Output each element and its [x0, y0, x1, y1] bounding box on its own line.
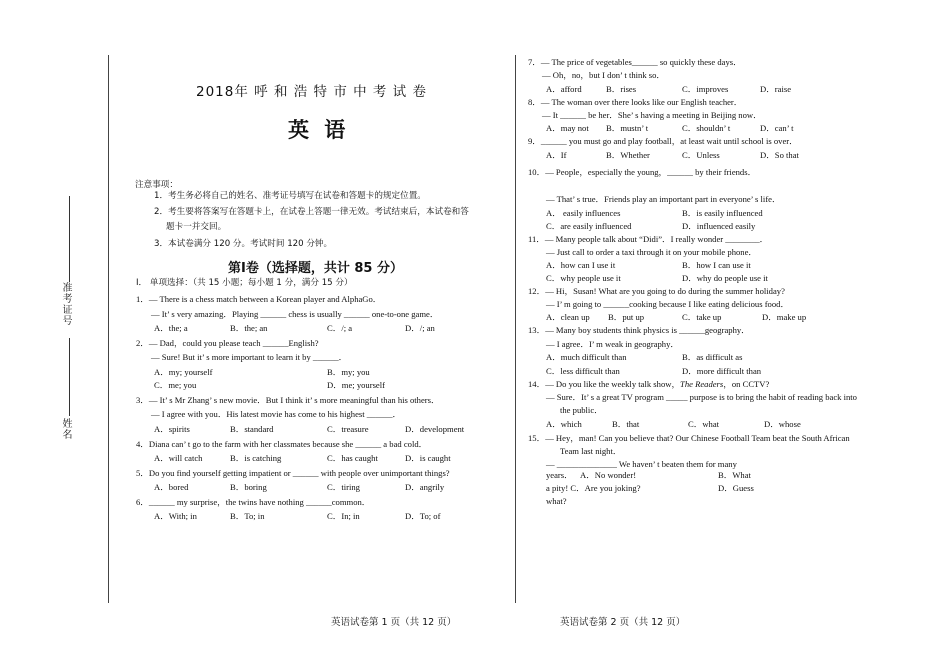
question-15-cont: Team last night． [560, 446, 622, 456]
question-4: 4．Diana can’ t go to the farm with her classmates because she ______ a bad cold． [136, 439, 428, 449]
option: B．is easily influenced [682, 208, 763, 218]
option: A．which [546, 419, 582, 429]
option: A．will catch [154, 453, 203, 463]
name-line [69, 338, 70, 416]
option: C．less difficult than [546, 366, 620, 376]
option: B．is catching [230, 453, 282, 463]
option: A．how can I use it [546, 260, 616, 270]
question-13: 13．— Many boy students think physics is ______geography． [528, 325, 750, 335]
option: D．So that [760, 150, 799, 160]
note-item: 1．考生务必将自己的姓名、准考证号填写在试卷和答题卡的规定位置。 [154, 191, 426, 201]
option: A．With; in [154, 511, 197, 521]
option: D．development [405, 424, 465, 434]
question-12-reply: — I’ m going to ______cooking because I like eating delicious food． [546, 299, 790, 309]
question-9: 9．______ you must go and play football，at least wait until school is over． [528, 136, 798, 146]
question-1: 1．— There is a chess match between a Korean player and AlphaGo． [136, 294, 382, 304]
option: B．What [718, 470, 751, 480]
option: D．influenced easily [682, 221, 756, 231]
question-2-reply: — Sure! But it’ s more important to learn it by ______． [151, 352, 348, 362]
question-3-reply: — I agree with you．His latest movie has come to his highest ______． [151, 409, 402, 419]
option: C．why people use it [546, 273, 621, 283]
option: D．can’ t [760, 123, 794, 133]
option: B．rises [606, 84, 637, 94]
question-11-reply: — Just call to order a taxi through it on your mobile phone． [546, 247, 757, 257]
option: B．put up [608, 312, 645, 322]
option: A．If [546, 150, 567, 160]
option: B．boring [230, 482, 267, 492]
option: A．bored [154, 482, 189, 492]
option: C．are easily influenced [546, 221, 632, 231]
option: D．more difficult than [682, 366, 762, 376]
option: B．mustn’ t [606, 123, 649, 133]
option: D．why do people use it [682, 273, 768, 283]
question-14-tail: ，on CCTV? [723, 379, 770, 389]
question-7: 7．— The price of vegetables______ so quickly these days． [528, 57, 742, 67]
option: C．take up [682, 312, 722, 322]
option: D．/; an [405, 323, 435, 333]
question-5: 5．Do you find yourself getting impatient or ______ with people over unimportant things? [136, 468, 450, 478]
question-6: 6．______ my surprise，the twins have nothing ______common． [136, 497, 371, 507]
option: C．improves [682, 84, 729, 94]
question-8-reply: — It ______ be her．She’ s having a meeting in Beijing now． [542, 110, 762, 120]
note-item: 2．考生要将答案写在答题卡上，在试卷上答题一律无效。考试结束后，本试卷和答 [154, 207, 469, 217]
exam-title: 2018年 呼 和 浩 特 市 中 考 试 卷 [196, 84, 427, 100]
show-name: The Readers [680, 379, 724, 389]
question-15-reply-cont: years． [546, 470, 573, 480]
center-divider [515, 55, 516, 603]
option: A．much difficult than [546, 352, 627, 362]
option: A．No wonder! [580, 470, 637, 480]
question-15-reply: — ______________ We haven’ t beaten them for many [546, 459, 737, 469]
option: B．how I can use it [682, 260, 751, 270]
question-13-reply: — I agree．I’ m weak in geography． [546, 339, 679, 349]
option: C．Unless [682, 150, 720, 160]
question-8: 8．— The woman over there looks like our English teacher． [528, 97, 743, 107]
option: A．may not [546, 123, 589, 133]
section-title: 第Ⅰ卷（选择题，共计 85 分） [228, 261, 403, 276]
option: A．clean up [546, 312, 590, 322]
option: C．tiring [327, 482, 360, 492]
option: B．the; an [230, 323, 268, 333]
question-10: 10．— People，especially the young，______ by their friends． [528, 167, 757, 177]
option: A．spirits [154, 424, 190, 434]
option: D．raise [760, 84, 792, 94]
option: C．treasure [327, 424, 369, 434]
option: D．Guess [718, 483, 754, 493]
option: D．make up [762, 312, 807, 322]
option: A． easily influences [546, 208, 621, 218]
question-2: 2．— Dad，could you please teach ______English? [136, 338, 319, 348]
question-14 [528, 379, 769, 390]
notes-heading: 注意事项： [135, 180, 178, 190]
footer-left: 英语试卷第 1 页（共 12 页） [331, 617, 457, 628]
question-14-text: 14．— Do you like the weekly talk show， [528, 379, 681, 389]
note-item: 3．本试卷满分 120 分。考试时间 120 分钟。 [154, 239, 333, 249]
option: A．the; a [154, 323, 188, 333]
option: A．afford [546, 84, 582, 94]
option: A．my; yourself [154, 367, 213, 377]
option: C．/; a [327, 323, 353, 333]
question-15-options-line: a pity! C．Are you joking? [546, 483, 641, 493]
footer-right: 英语试卷第 2 页（共 12 页） [560, 617, 686, 628]
subject-title: 英 语 [288, 118, 350, 142]
option: B．To; in [230, 511, 265, 521]
question-11: 11．— Many people talk about “Didi”．I really wonder ________． [528, 234, 769, 244]
option: D．To; of [405, 511, 441, 521]
option: D．is caught [405, 453, 451, 463]
exam-id-label: 准考证号 [60, 282, 71, 326]
option: C．In; in [327, 511, 360, 521]
section-instruction: Ⅰ． 单项选择：（共 15 小题；每小题 1 分，满分 15 分） [136, 278, 353, 288]
option: D．angrily [405, 482, 445, 492]
note-item: 题卡一并交回。 [166, 222, 227, 232]
question-14-reply-cont: the public． [560, 405, 603, 415]
option: D．me; yourself [327, 380, 385, 390]
question-15: 15．— Hey，man! Can you believe that? Our Chinese Football Team beat the South African [528, 433, 850, 443]
option: B．my; you [327, 367, 370, 377]
option: B．Whether [606, 150, 650, 160]
option: C．what [688, 419, 720, 429]
question-10-reply: — That’ s true．Friends play an important part in everyone’ s life． [546, 194, 781, 204]
question-7-reply: — Oh，no，but I don’ t think so． [542, 70, 666, 80]
name-label: 姓名 [60, 418, 71, 440]
question-12: 12．— Hi，Susan! What are you going to do during the summer holiday? [528, 286, 785, 296]
option: B．that [612, 419, 640, 429]
question-3: 3．— It’ s Mr Zhang’ s new movie．But I think it’ s more meaningful than his others． [136, 395, 440, 405]
option: C．shouldn’ t [682, 123, 731, 133]
exam-id-line [69, 196, 70, 282]
question-14-reply: — Sure．It’ s a great TV program _____ purpose is to bring the habit of reading back into [546, 392, 857, 402]
question-15-options-line-2: what? [546, 496, 567, 506]
option: B．as difficult as [682, 352, 743, 362]
option: C．has caught [327, 453, 378, 463]
question-1-reply: — It’ s very amazing．Playing ______ chess is usually ______ one-to-one game． [151, 309, 439, 319]
option: B．standard [230, 424, 274, 434]
option: D．whose [764, 419, 801, 429]
option: C．me; you [154, 380, 197, 390]
left-margin-line [108, 55, 109, 603]
